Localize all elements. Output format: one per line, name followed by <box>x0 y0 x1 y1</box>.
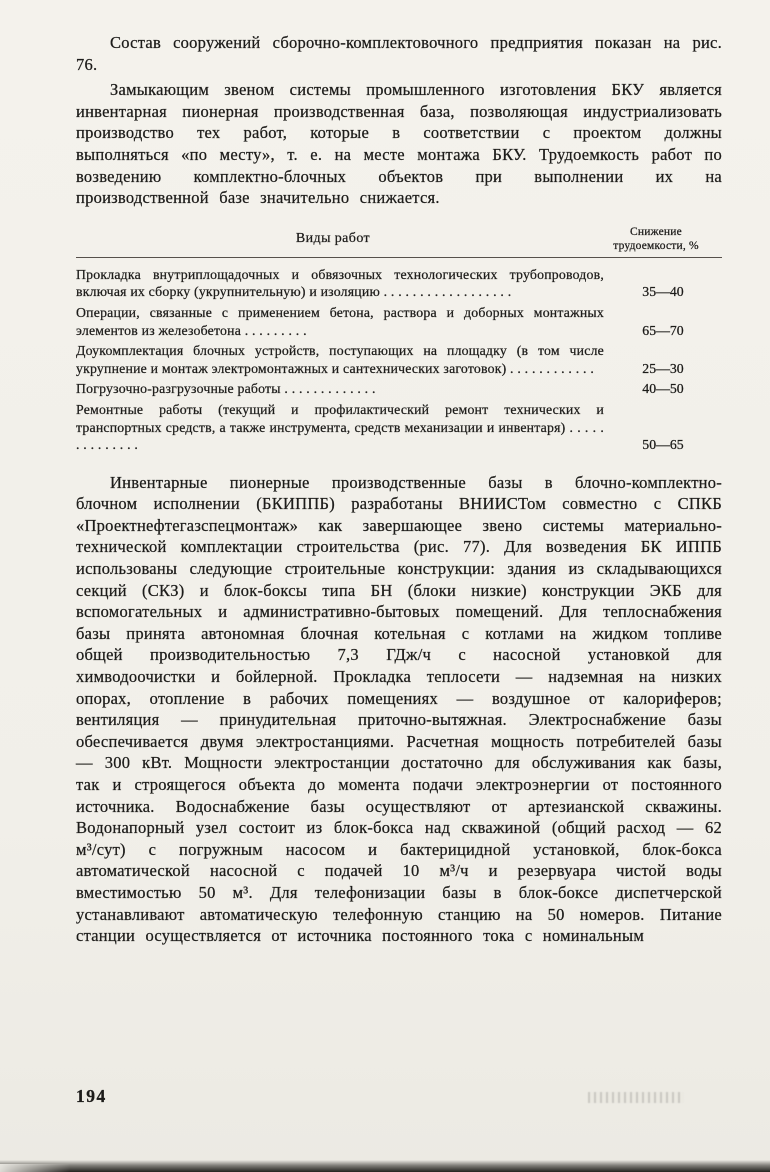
table-row <box>76 304 722 339</box>
scan-bottom-edge-shadow <box>0 1160 770 1172</box>
table-row-label: Погрузочно-разгрузочные работы . . . . . . . . . . . . . <box>76 381 376 397</box>
table-header-rule <box>76 257 722 258</box>
labor-reduction-table <box>76 225 722 454</box>
intro-paragraph-2: Замыкающим звеном системы промышленного изготовления БКУ является инвентарная пионерная производственная база, позволяющая индустриализовать производство тех работ, которые в соответствии с проектом должны выполняться «по месту», т. е. на месте монтажа БКУ. Трудоемкость работ по возведению комплектно-блочных объектов при выполнении их на производственной базе значительно снижается. <box>76 80 722 208</box>
table-row <box>76 380 722 398</box>
table-header-reduction <box>590 225 722 253</box>
scan-bottom-left-fade <box>0 1164 70 1172</box>
intro-paragraph-1: Состав сооружений сборочно-комплектовочного предприятия показан на рис. 76. <box>76 33 722 74</box>
table-row-value: 35—40 <box>642 284 684 300</box>
scan-smudge-artifact <box>588 1092 684 1103</box>
table-row-value: 40—50 <box>642 381 684 397</box>
table-row-label: Ремонтные работы (текущий и профилактический ремонт технических и транспортных средств, а также инструмента, средств механизации и инвентаря) . . . . . . . . . . . . . . <box>76 401 604 453</box>
table-header-work-types: Виды работ <box>295 230 371 246</box>
table-row-value: 25—30 <box>642 360 684 376</box>
table-header-reduction-line-2: трудоемкости, % <box>613 239 699 252</box>
table-header-reduction-line-1: Снижение <box>630 225 682 238</box>
table-row-value: 50—65 <box>642 437 684 453</box>
page-number: 194 <box>76 1086 107 1106</box>
table-row-label: Прокладка внутриплощадочных и обвязочных технологических трубопроводов, включая их сборку (укрупнительную) и изоляцию . . . . . . . . . . . . . . . . . . <box>76 266 604 300</box>
table-row-value: 65—70 <box>642 322 684 338</box>
body-paragraph: Инвентарные пионерные производственные базы в блочно-комплектно-блочном исполнении (БКИППБ) разработаны ВНИИСТом совместно с СПКБ «Проектнефтегазспецмонтаж» как завершающее звено системы материально-технической комплектации строительства (рис. 77). Для возведения БК ИППБ использованы следующие строительные конструкции: здания из складывающихся секций (СКЗ) и блок-боксы типа БН (блоки низкие) конструкции ЭКБ для вспомогательных и административно-бытовых помещений. Для теплоснабжения базы принята автономная блочная котельная с котлами на жидком топливе общей производительностью 7,3 ГДж/ч с насосной установкой для химводоочистки и бойлерной. Прокладка теплосети — надземная на низких опорах, отопление в рабочих помещениях — воздушное от калориферов; вентиляция — принудительная приточно-вытяжная. Электроснабжение базы обеспечивается двумя электростанциями. Расчетная мощность потребителей базы — 300 кВт. Мощности электростанции достаточно для обслуживания как базы, так и строящегося объекта до момента подачи электроэнергии от постоянного источника. Водоснабжение базы осуществляют от артезианской скважины. Водонапорный узел состоит из блок-бокса над скважиной (общий расход — 62 м³/сут) с погружным насосом и бактерицидной установкой, блок-бокса автоматической насосной с подачей 10 м³/ч и резервуара чистой воды вместимостью 50 м³. Для телефонизации базы в блок-боксе диспетчерской устанавливают автоматическую телефонную станцию на 50 номеров. Питание станции осуществляется от источника постоянного тока с номинальным <box>76 472 722 946</box>
table-row <box>76 401 722 454</box>
table-header <box>76 225 722 253</box>
table-row-label: Доукомплектация блочных устройств, поступающих на площадку (в том числе укрупнение и монтаж электромонтажных и сантехнических заготовок) . . . . . . . . . . . . <box>76 343 604 376</box>
table-row <box>76 266 722 301</box>
text-block <box>76 32 722 947</box>
table-row <box>76 342 722 377</box>
table-row-label: Операции, связанные с применением бетона, раствора и доборных монтажных элементов из железобетона . . . . . . . . . <box>76 304 604 338</box>
